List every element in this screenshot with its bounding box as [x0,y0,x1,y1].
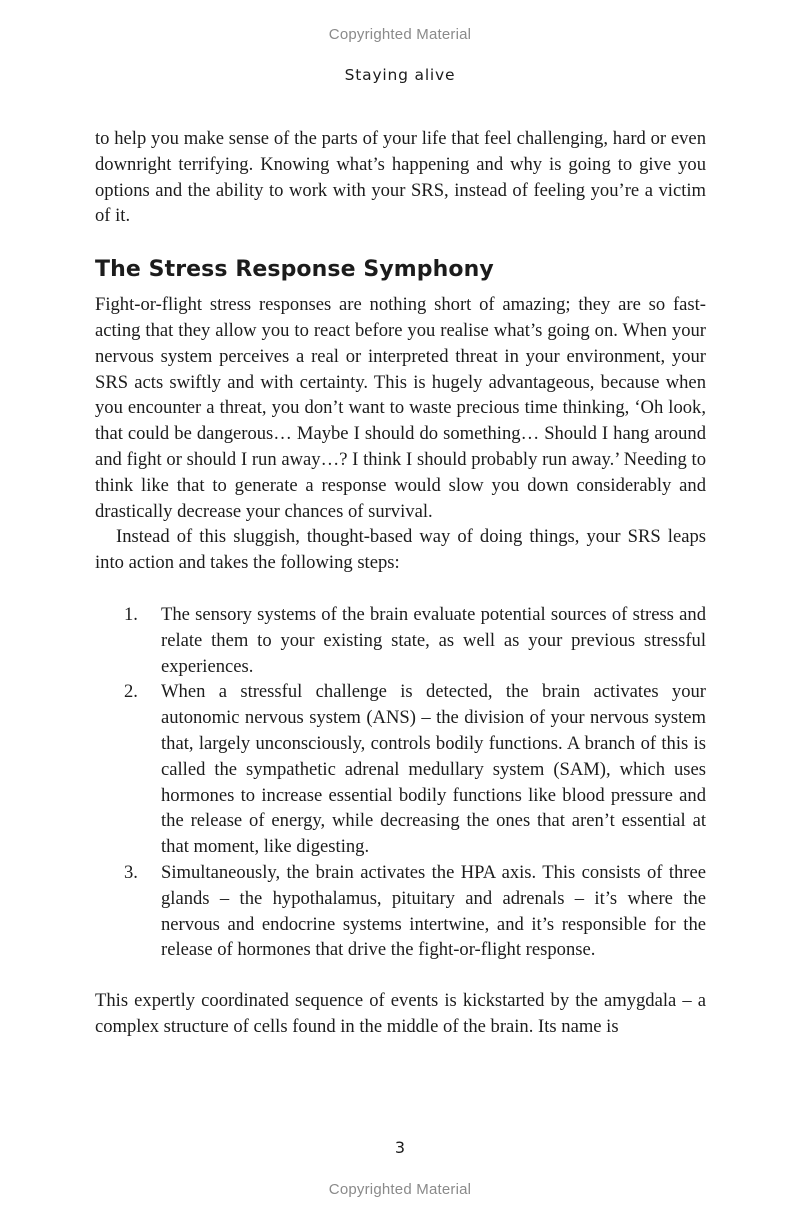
copyright-watermark-top: Copyrighted Material [328,26,472,43]
page-body [95,126,706,1040]
list-item-number: 1. [124,603,138,625]
body-paragraph-3: This expertly coordinated sequence of events is kickstarted by the amygdala – a complex structure of cells found in the middle of the brain. Its name is [95,990,706,1037]
list-item-number: 2. [124,681,138,703]
steps-list [95,602,706,963]
running-head: Staying alive [344,66,456,84]
copyright-watermark-bottom: Copyrighted Material [328,1181,472,1198]
list-item-number: 3. [124,861,138,883]
body-paragraph-2: Instead of this sluggish, thought-based way of doing things, your SRS leaps into action and takes the following steps: [95,526,706,574]
list-item [95,679,706,860]
list-item [95,602,706,679]
page-number: 3 [394,1138,406,1157]
list-item-text: The sensory systems of the brain evaluate potential sources of stress and relate them to your existing state, as well as your previous stressful experiences. [161,603,706,677]
intro-paragraph: to help you make sense of the parts of your life that feel challenging, hard or even downright terrifying. Knowing what’s happening and why is going to give you options and the ability to work with your SRS, instead of feeling you’re a victim of it. [95,128,706,227]
list-item-text: Simultaneously, the brain activates the HPA axis. This consists of three glands – the hypothalamus, pituitary and adrenals – it’s where the nervous and endocrine systems intertwine, and it’s responsible for the release of hormones that drive the fight-or-flight response. [161,861,706,961]
list-item-text: When a stressful challenge is detected, the brain activates your autonomic nervous system (ANS) – the division of your nervous system that, largely unconsciously, controls bodily functions. A branch of this is called the sympathetic adrenal medullary system (SAM), which uses hormones to increase essential bodily functions like blood pressure and the release of energy, while decreasing the ones that aren’t essential at that moment, like digesting. [161,681,706,858]
section-heading: The Stress Response Symphony [95,257,494,283]
body-paragraph-1: Fight-or-flight stress responses are nothing short of amazing; they are so fast-acting that they allow you to react before you realise what’s going on. When your nervous system perceives a real or interpreted threat in your environment, your SRS acts swiftly and with certainty. This is hugely advantageous, because when you encounter a threat, you don’t want to waste precious time thinking, ‘Oh look, that could be dangerous… Maybe I should do something… Should I hang around and fight or should I run away…? I think I should probably run away.’ Needing to think like that to generate a response would slow you down considerably and drastically decrease your chances of survival. [95,294,706,522]
list-item [95,860,706,963]
